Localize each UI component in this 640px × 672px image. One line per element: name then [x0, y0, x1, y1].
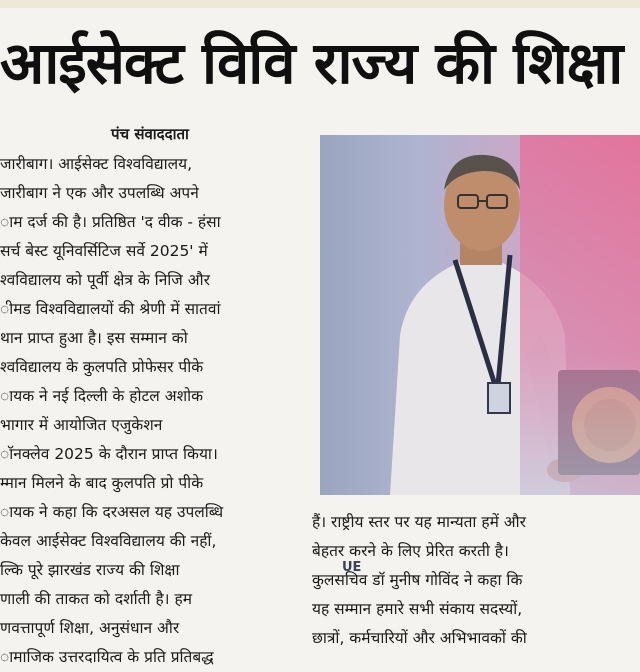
column1-line: थान प्राप्त हुआ है। इस सम्मान को	[0, 329, 188, 347]
column2-line: यह सम्मान हमारे सभी संकाय सदस्यों,	[312, 600, 523, 618]
column1-line: जारीबाग। आईसेक्ट विश्वविद्यालय,	[0, 155, 193, 173]
column1-line: केवल आईसेक्ट विश्वविद्यालय की नहीं,	[0, 532, 217, 550]
column1-line: ल्कि पूरे झारखंड राज्य की शिक्षा	[0, 561, 180, 579]
backdrop-text: UE	[342, 560, 362, 575]
column1-line: म्मान मिलने के बाद कुलपति प्रो पीके	[0, 474, 204, 492]
column1-line: ायक ने कहा कि दरअसल यह उपलब्धि	[0, 503, 224, 521]
column1-line: ॉनक्लेव 2025 के दौरान प्राप्त किया।	[0, 445, 218, 463]
article-column-2	[312, 508, 640, 647]
column1-line: णवत्तापूर्ण शिक्षा, अनुसंधान और	[0, 619, 180, 637]
photo-backdrop-glow	[520, 135, 640, 495]
column1-line: सर्च बेस्ट यूनिवर्सिटिज सर्वे 2025' में	[0, 242, 208, 260]
column1-line: ाम दर्ज की है। प्रतिष्ठित 'द वीक - हंसा	[0, 213, 221, 231]
column1-line: जारीबाग ने एक और उपलब्धि अपने	[0, 184, 199, 202]
article-column-1	[0, 150, 300, 666]
id-badge-shape	[488, 383, 510, 413]
headline: आईसेक्ट विवि राज्य की शिक्षा	[0, 29, 623, 97]
column2-line: कुलसचिव डॉ मुनीष गोविंद ने कहा कि	[312, 571, 523, 589]
byline: पंच संवाददाता	[111, 125, 189, 143]
column1-line: भागार में आयोजित एजुकेशन	[0, 416, 163, 434]
column2-line: हैं। राष्ट्रीय स्तर पर यह मान्यता हमें और	[312, 513, 526, 531]
column2-line: छात्रों, कर्मचारियों और अभिभावकों की	[312, 629, 527, 647]
page-top-strip	[0, 0, 640, 8]
column1-line: ायक ने नई दिल्ली के होटल अशोक	[0, 387, 204, 405]
column1-line: ामाजिक उत्तरदायित्व के प्रति प्रतिबद्ध	[0, 648, 214, 666]
column1-line: ीमड विश्वविद्यालयों की श्रेणी में सातवां	[0, 300, 221, 318]
column1-line: णाली की ताकत को दर्शाती है। हम	[0, 590, 192, 608]
column1-line: श्वविद्यालय के कुलपति प्रोफेसर पीके	[0, 358, 204, 376]
column2-line: बेहतर करने के लिए प्रेरित करती है।	[312, 542, 509, 560]
column1-line: श्वविद्यालय को पूर्वी क्षेत्र के निजि और	[0, 271, 210, 289]
